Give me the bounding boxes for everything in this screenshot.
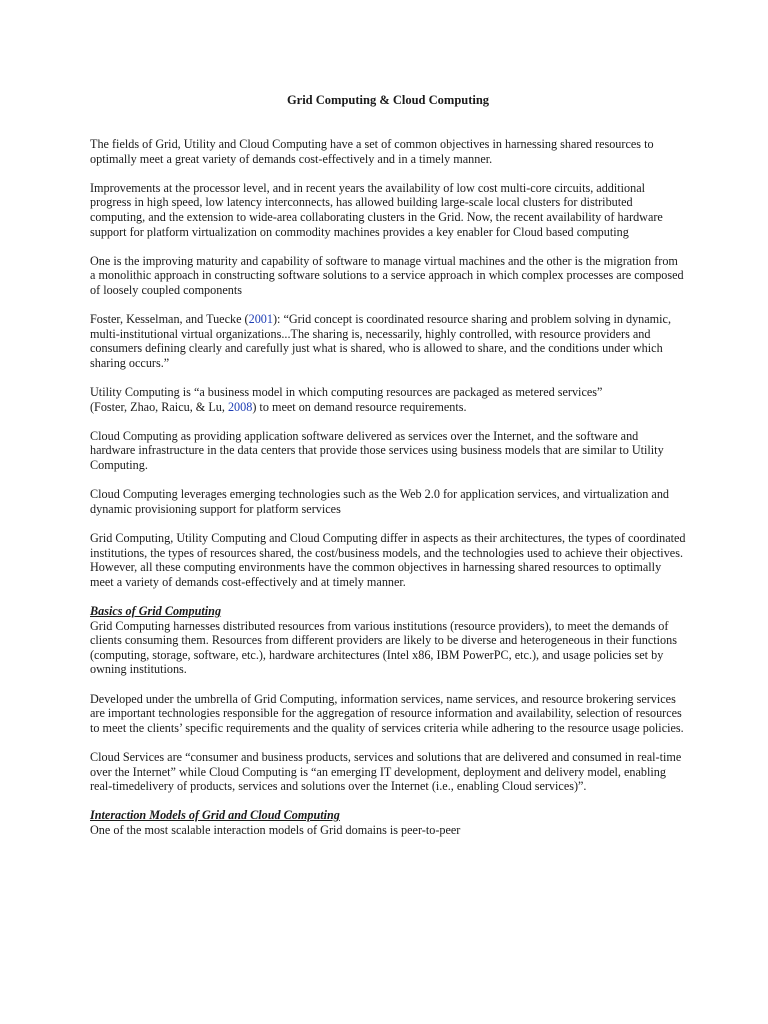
- paragraph-differences: Grid Computing, Utility Computing and Cloud Computing differ in aspects as their architectures, the types of coordinated institutions, the types of resources shared, the cost/business models, and the technologies used to achieve their objectives. However, all these computing environments have the common objectives in harnessing shared resources to optimally meet a variety of demands cost-effectively and at timely manner.: [90, 531, 686, 589]
- paragraph-foster-quote: [90, 312, 686, 370]
- citation-link-2008[interactable]: 2008: [227, 399, 253, 414]
- section-interaction-models: [90, 808, 686, 837]
- utility-citation-prefix: (Foster, Zhao, Raicu, & Lu,: [90, 399, 228, 414]
- section-text-basics: Grid Computing harnesses distributed resources from various institutions (resource providers), to meet the demands of clients consuming them. Resources from different providers are likely to be diverse and heterogeneous in their functions (computing, storage, software, etc.), hardware architectures (Intel x86, IBM PowerPC, etc.), and usage policies set by owning institutions.: [90, 618, 677, 677]
- utility-citation-suffix: ) to meet on demand resource requirements.: [252, 399, 467, 414]
- quote-body: ): “Grid concept is coordinated resource sharing and problem solving in dynamic, multi-institutional virtual organizations...The sharing is, necessarily, highly controlled, with resource providers and consumers defining clearly and carefully just what is shared, who is allowed to share, and the conditions under which sharing occurs.”: [90, 312, 671, 370]
- paragraph-cloud-services: Cloud Services are “consumer and business products, services and solutions that are delivered and consumed in real-time over the Internet” while Cloud Computing is “an emerging IT development, deployment and delivery model, enabling real-timedelivery of products, services and solutions over the Internet (i.e., enabling Cloud services)”.: [90, 749, 682, 794]
- section-heading-interaction: Interaction Models of Grid and Cloud Computing: [90, 808, 340, 823]
- document-title: Grid Computing & Cloud Computing: [286, 93, 490, 107]
- paragraph-intro: The fields of Grid, Utility and Cloud Computing have a set of common objectives in harnessing shared resources to optimally meet a great variety of demands cost-effectively and in a timely manner.: [90, 137, 654, 166]
- utility-definition: Utility Computing is “a business model in which computing resources are packaged as metered services”: [90, 385, 603, 400]
- quote-prefix: Foster, Kesselman, and Tuecke (: [90, 312, 249, 327]
- paragraph-maturity: One is the improving maturity and capability of software to manage virtual machines and the other is the migration from a monolithic approach in constructing software solutions to a service approach in which complex processes are composed of loosely coupled components: [90, 253, 684, 297]
- document-body: [90, 137, 686, 852]
- paragraph-utility-computing: [90, 385, 686, 414]
- section-text-interaction: One of the most scalable interaction models of Grid domains is peer-to-peer: [90, 822, 461, 837]
- citation-link-2001[interactable]: 2001: [248, 312, 273, 327]
- section-heading-basics: Basics of Grid Computing: [90, 604, 222, 618]
- paragraph-cloud-definition: Cloud Computing as providing application software delivered as services over the Internet, and the software and hardware infrastructure in the data centers that provide those services using business models that are similar to Utility Computing.: [90, 428, 664, 473]
- paragraph-umbrella: Developed under the umbrella of Grid Computing, information services, name services, and resource brokering services are important technologies responsible for the aggregation of resource information and availability, selection of resources to meet the clients’ specific requirements and the quality of services criteria while adhering to the resource usage policies.: [90, 691, 684, 735]
- paragraph-improvements: Improvements at the processor level, and in recent years the availability of low cost multi-core circuits, additional progress in high speed, low latency interconnects, has allowed building large-scale local clusters for distributed computing, and the extension to wide-area collaborating clusters in the Grid. Now, the recent availability of hardware support for platform virtualization on commodity machines provides a key enabler for Cloud based computing: [90, 180, 663, 239]
- section-basics-grid: [90, 604, 686, 677]
- paragraph-cloud-leverages: Cloud Computing leverages emerging technologies such as the Web 2.0 for application services, and virtualization and dynamic provisioning support for platform services: [90, 487, 670, 516]
